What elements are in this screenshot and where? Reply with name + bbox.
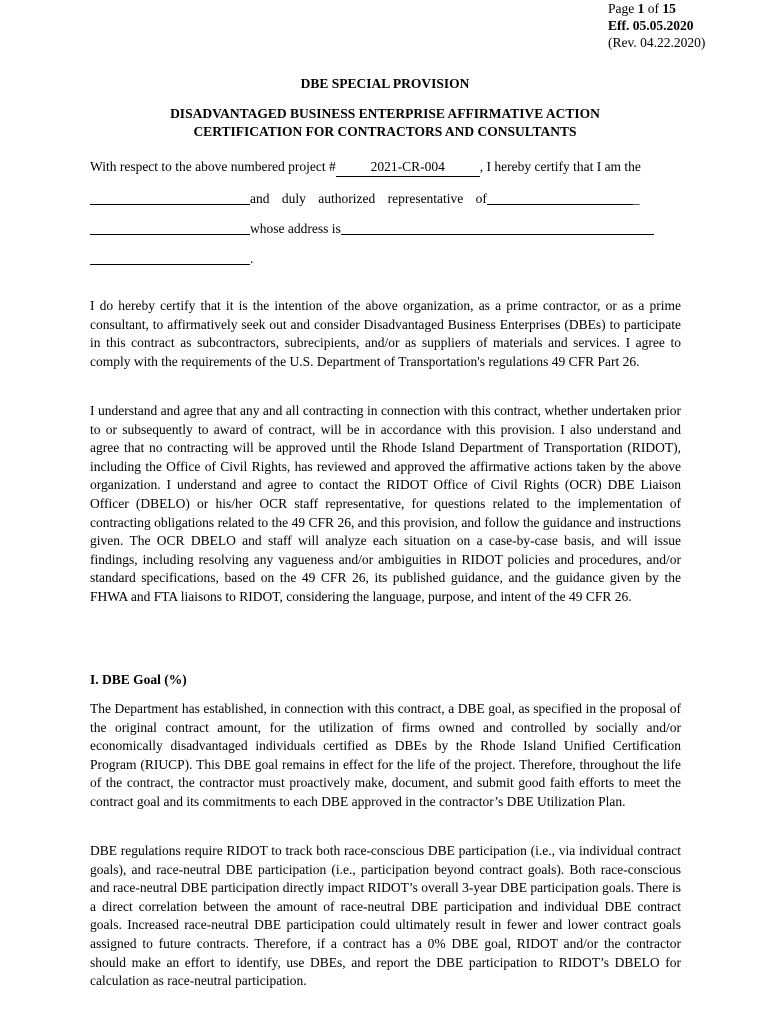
paragraph-dbe-goal: The Department has established, in connection with this contract, a DBE goal, as specified in the proposal of the original contract amount, for the utilization of firms owned and controlled by socially and/or economically disadvantaged individuals certified as DBEs by the Rhode Island Unified Certification Program (RIUCP). This DBE goal remains in effect for the life of the project. Therefore, throughout the life of the contract, the contractor must proactively make, document, and submit good faith efforts to meet the contract goal and its commitments to each DBE approved in the contractor’s DBE Utilization Plan. bbox=[90, 701, 681, 809]
paragraph-agreement: I understand and agree that any and all contracting in connection with this contract, whether undertaken prior to or subsequently to award of contract, will be in accordance with this provision. I also understand and agree that no contracting will be approved until the Rhode Island Department of Transportation (RIDOT), including the Office of Civil Rights, has reviewed and approved the affirmative actions taken by the above organization. I understand and agree to contact the RIDOT Office of Civil Rights (OCR) DBE Liaison Officer (DBELO) or his/her OCR staff representative, for questions related to the implementation of contracting obligations related to the 49 CFR 26, and this provision, and follow the guidance and instructions given. The OCR DBELO and staff will analyze each situation on a case-by-case basis, and will issue findings, including resolving any vagueness and/or ambiguities in RIDOT policies and procedures, and/or standard specifications, based on the 49 CFR 26, its published guidance, and the guidance given by the FHWA and FTA liaisons to RIDOT, considering the language, purpose, and intent of the 49 CFR 26. bbox=[90, 403, 681, 604]
paragraph-intent: I do hereby certify that it is the intention of the above organization, as a prime contractor, or as a prime consultant, to affirmatively seek out and consider Disadvantaged Business Enterprises (DBEs) to participate in this contract as subcontractors, subrecipients, and/or as suppliers of materials and services. I agree to comply with the requirements of the U.S. Department of Transportation's regulations 49 CFR Part 26. bbox=[90, 298, 681, 369]
organization-field[interactable] bbox=[487, 190, 633, 205]
form-line-project: With respect to the above numbered project # 2021-CR-004 , I hereby certify that I am the bbox=[90, 158, 641, 177]
title-field[interactable] bbox=[90, 190, 250, 205]
form-line-address: whose address is bbox=[90, 218, 654, 238]
effective-date: Eff. 05.05.2020 bbox=[608, 18, 694, 33]
form-line-address-continued: . bbox=[90, 248, 253, 268]
form-line-representative: and duly authorized representative of _ bbox=[90, 188, 640, 208]
page-total: 15 bbox=[662, 1, 676, 16]
page-header bbox=[608, 0, 748, 51]
document-subtitle-line2: CERTIFICATION FOR CONTRACTORS AND CONSULTANTS bbox=[193, 124, 577, 139]
address-continued-field[interactable] bbox=[90, 250, 250, 265]
page-current: 1 bbox=[637, 1, 645, 16]
page-number: Page 1 of 15 bbox=[608, 1, 676, 16]
paragraph-dbe-regulations: DBE regulations require RIDOT to track both race-conscious DBE participation (i.e., via individual contract goals), and race-neutral DBE participation (i.e., participation beyond contract goals). Both race-conscious and race-neutral DBE participation directly impact RIDOT’s overall 3-year DBE participation goals. There is a direct correlation between the amount of race-neutral DBE participation and individual DBE contract goals. Increased race-neutral DBE participation could ultimately result in fewer and lower contract goals assigned to future contracts. Therefore, if a contract has a 0% DBE goal, RIDOT and/or the contractor should make an effort to identify, use DBEs, and report the DBE participation to RIDOT’s DBELO for calculation as race-neutral participation. bbox=[90, 843, 681, 989]
project-number-field[interactable]: 2021-CR-004 bbox=[336, 158, 480, 177]
address-field[interactable] bbox=[341, 220, 654, 235]
document-subtitle-line1: DISADVANTAGED BUSINESS ENTERPRISE AFFIRMATIVE ACTION bbox=[170, 106, 600, 121]
section-heading-dbe-goal: I. DBE Goal (%) bbox=[90, 672, 187, 687]
organization-continued-field[interactable] bbox=[90, 220, 250, 235]
document-title: DBE SPECIAL PROVISION bbox=[300, 76, 470, 91]
revision-date: (Rev. 04.22.2020) bbox=[608, 35, 706, 50]
